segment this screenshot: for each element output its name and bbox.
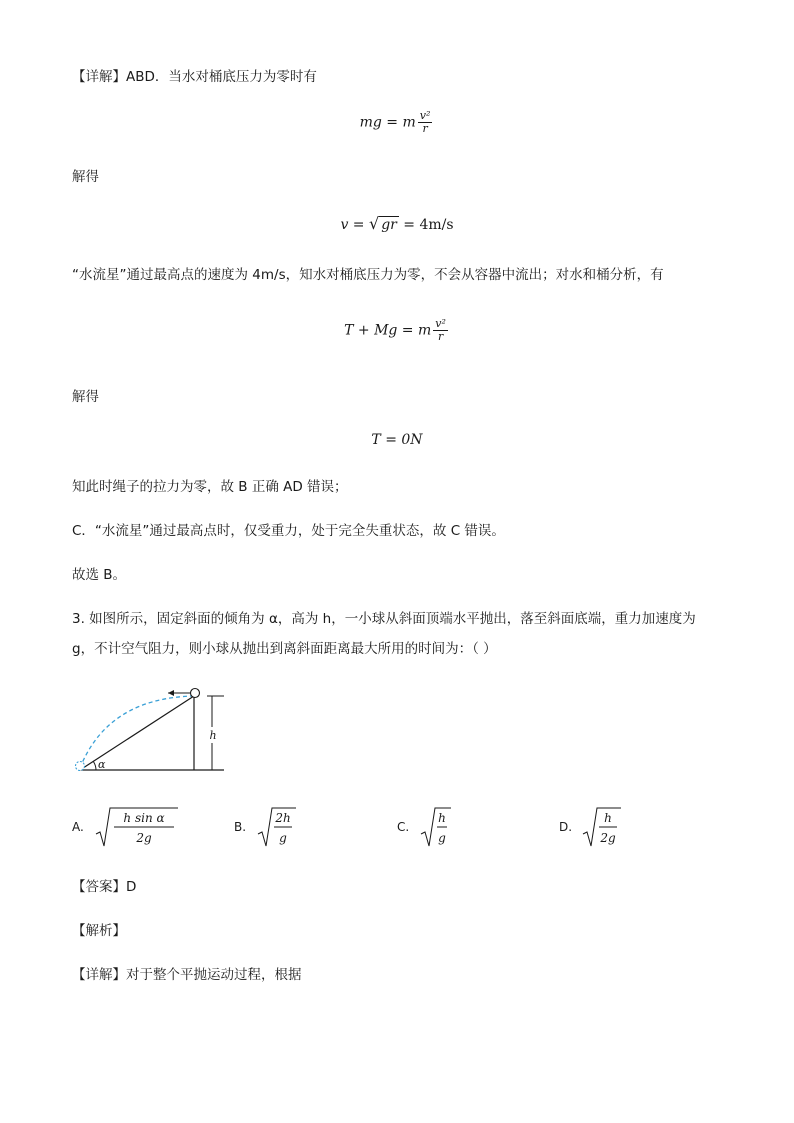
answer-value: D (126, 879, 137, 895)
answer-tag: 【答案】 (72, 879, 126, 895)
analysis-tag: 【解析】 (72, 923, 126, 939)
equation-4 (0, 432, 794, 448)
detail-paragraph-1 (72, 68, 317, 86)
choice-c-radical (419, 806, 453, 850)
question-line-2: g，不计空气阻力，则小球从抛出到离斜面距离最大所用的时间为：（ ） (72, 641, 497, 657)
equation-3-numerator: v² (435, 317, 446, 330)
choice-a-radical (94, 806, 180, 850)
sqrt-sign: √ (368, 214, 380, 233)
equation-1-denominator: r (418, 122, 433, 135)
choice-c-denominator: g (438, 831, 446, 845)
ball-top (191, 689, 200, 698)
angle-arc (93, 761, 96, 770)
equation-3-fraction (433, 318, 448, 343)
choice-d-numerator: h (604, 811, 612, 825)
detail-tag: 【详解】 (72, 69, 126, 85)
choice-b[interactable] (234, 806, 314, 850)
choice-b-radical (256, 806, 298, 850)
analysis-line (72, 922, 126, 940)
choice-a-label: A. (72, 820, 84, 834)
equation-1 (0, 110, 794, 135)
choice-c-numerator: h (438, 811, 446, 825)
equation-2-left: v = (340, 217, 369, 233)
detail-text: ABD．当水对桶底压力为零时有 (126, 69, 317, 85)
choice-d-radical (581, 806, 623, 850)
solve-label-1: 解得 (72, 169, 99, 185)
incline-figure (68, 684, 238, 780)
choice-a-numerator: h sin α (123, 811, 165, 825)
answer-line (72, 878, 136, 896)
detail-2-text: 对于整个平抛运动过程，根据 (126, 967, 302, 983)
paragraph-1: “水流星”通过最高点的速度为 4m/s，知水对桶底压力为零，不会从容器中流出；对水和桶分析，有 (72, 267, 664, 283)
equation-2-radicand: gr (381, 217, 397, 233)
equation-2 (0, 214, 794, 233)
question-line-1: 3. 如图所示，固定斜面的倾角为 α，高为 h，一小球从斜面顶端水平抛出，落至斜面底端，重力加速度为 (72, 611, 696, 627)
detail-paragraph-2 (72, 966, 302, 984)
angle-label: α (98, 758, 106, 771)
choice-a-denominator: 2g (136, 831, 152, 845)
equation-3 (0, 318, 794, 343)
solve-label-2: 解得 (72, 389, 99, 405)
choice-b-numerator: 2h (275, 811, 291, 825)
detail-2-tag: 【详解】 (72, 967, 126, 983)
equation-1-fraction (418, 110, 433, 135)
ball-bottom (76, 762, 85, 771)
choice-c-label: C. (397, 820, 410, 834)
choice-a[interactable] (72, 806, 192, 850)
height-label: h (209, 729, 217, 742)
choice-d[interactable] (559, 806, 639, 850)
equation-3-denominator: r (433, 330, 448, 343)
paragraph-3: C．“水流星”通过最高点时，仅受重力，处于完全失重状态，故 C 错误。 (72, 523, 505, 539)
choice-d-denominator: 2g (600, 831, 616, 845)
paragraph-4: 故选 B。 (72, 567, 127, 583)
equation-4-text: T = 0N (371, 432, 423, 448)
equation-1-lhs: mg = m (359, 114, 416, 131)
equation-3-lhs: T + Mg = m (344, 322, 432, 339)
choice-b-label: B. (234, 820, 247, 834)
choice-b-denominator: g (279, 831, 287, 845)
choice-c[interactable] (397, 806, 477, 850)
paragraph-2: 知此时绳子的拉力为零，故 B 正确 AD 错误； (72, 479, 348, 495)
velocity-arrowhead (168, 690, 174, 696)
equation-1-numerator: v² (419, 109, 431, 122)
equation-2-right: = 4m/s (398, 217, 454, 233)
choice-d-label: D. (559, 820, 573, 834)
